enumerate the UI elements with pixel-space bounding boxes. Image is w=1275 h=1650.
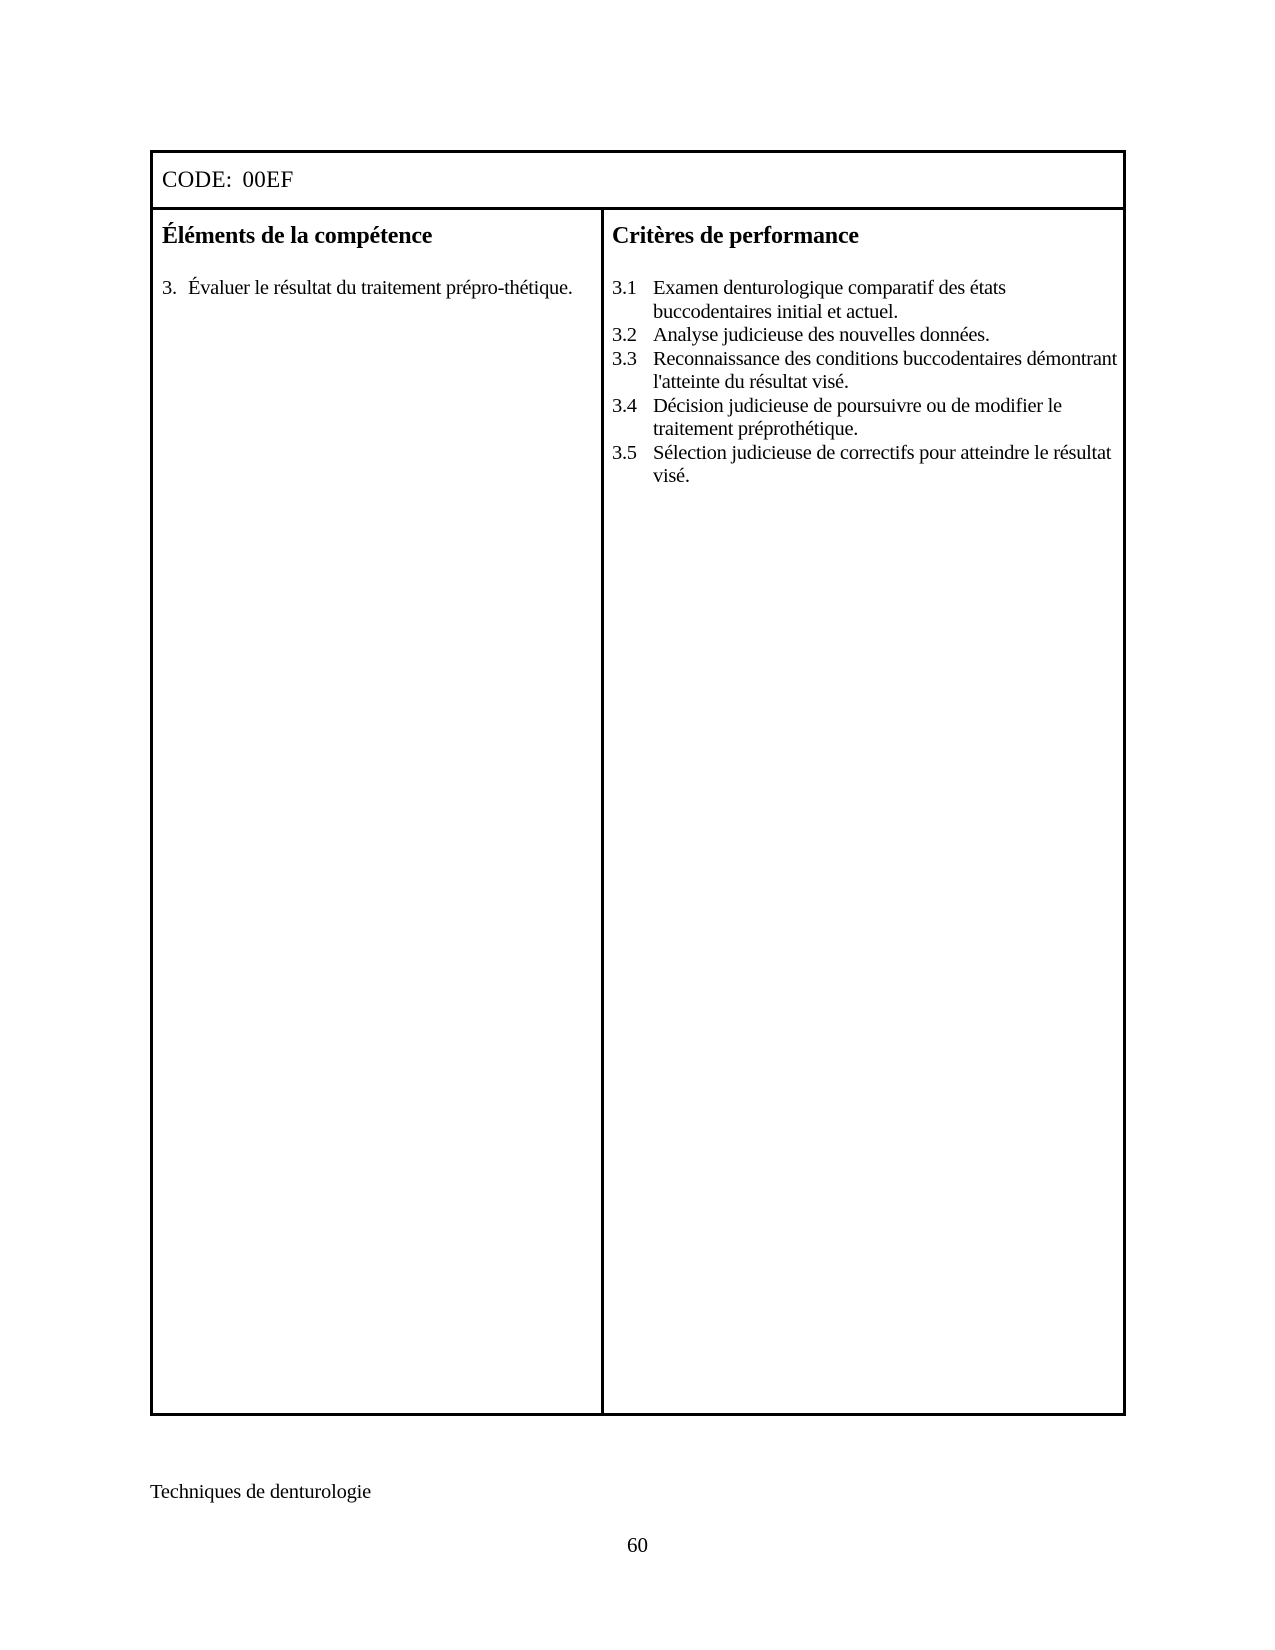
criterion-item (612, 395, 1117, 442)
criterion-number: 3.1 (612, 277, 637, 299)
column-divider (601, 210, 604, 1413)
criterion-number: 3.5 (612, 441, 637, 464)
criterion-text: Sélection judicieuse de correctifs pour atteindre le résultat visé. (653, 441, 1112, 487)
program-title: Techniques de denturologie (150, 1481, 372, 1503)
code-value: 00EF (242, 167, 294, 192)
element-text: Évaluer le résultat du traitement prépro-thétique. (188, 277, 573, 299)
criterion-text: Décision judicieuse de poursuivre ou de modifier le traitement préprothétique. (653, 394, 1062, 440)
elements-column (162, 223, 592, 301)
criteria-column (612, 223, 1117, 489)
criterion-number: 3.2 (612, 324, 637, 346)
element-number: 3. (162, 277, 177, 299)
criterion-number: 3.3 (612, 347, 637, 370)
competency-table (150, 150, 1126, 1416)
criterion-item (612, 324, 1117, 348)
code-label: CODE: (162, 167, 233, 192)
criterion-text: Examen denturologique comparatif des états buccodentaires initial et actuel. (653, 277, 1006, 323)
criterion-item (612, 277, 1117, 324)
criterion-number: 3.4 (612, 394, 637, 417)
criterion-item (612, 348, 1117, 395)
criterion-text: Reconnaissance des conditions buccodentaires démontrant l'atteinte du résultat visé. (653, 347, 1117, 393)
criterion-text: Analyse judicieuse des nouvelles données. (653, 324, 990, 346)
page-number: 60 (627, 1533, 648, 1557)
elements-heading: Éléments de la compétence (162, 223, 433, 249)
criterion-item (612, 442, 1117, 489)
element-item (162, 277, 592, 301)
code-row (153, 153, 1123, 210)
criteria-heading: Critères de performance (612, 223, 859, 249)
